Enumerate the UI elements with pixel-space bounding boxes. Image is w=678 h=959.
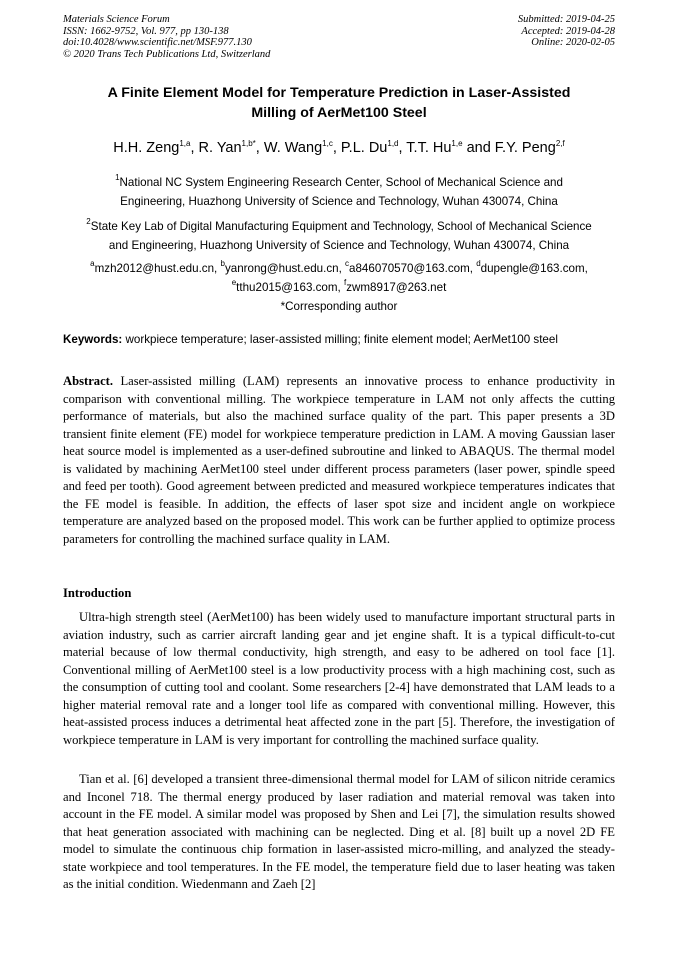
author: H.H. Zeng <box>113 140 180 156</box>
email-link[interactable]: dupengle@163.com, <box>480 262 588 275</box>
author-superscript: 1,b* <box>241 139 256 148</box>
online-date: Online: 2020-02-05 <box>531 37 615 48</box>
author: F.Y. Peng <box>494 140 556 156</box>
author-separator: , <box>190 140 199 156</box>
introduction-paragraph-1 <box>63 609 615 749</box>
email-superscript: a <box>90 259 95 268</box>
affiliation-superscript: 2 <box>86 217 91 226</box>
author-list <box>63 139 615 157</box>
paper-title <box>63 83 615 123</box>
author: T.T. Hu <box>406 140 452 156</box>
abstract-text: Laser-assisted milling (LAM) represents an innovative process to enhance productivity in comparison with conventional milling. The workpiece temperature in LAM not only affects the cutting performance of materials, but also the machined surface quality of the part. This paper presents a 3D transient finite element (FE) model for workpiece temperature prediction in LAM. A moving Gaussian laser heat source model is implemented as a user-defined subroutine and linked to ABAQUS. The thermal model is validated by machining AerMet100 steel under different process parameters (laser power, spindle speed and feed per tooth). Good agreement between predicted and measured workpiece temperatures indicates that the FE model is feasible. In addition, the effects of laser spot size and incident angle on workpiece temperature are analyzed based on the proposed model. This work can be further applied to optimize process parameters for controlling the machined surface quality in LAM. <box>63 374 615 546</box>
email-superscript: f <box>343 278 347 287</box>
title-line-1: A Finite Element Model for Temperature Prediction in Laser-Assisted <box>107 85 571 101</box>
affiliation-superscript: 1 <box>115 173 120 182</box>
introduction-paragraph-2 <box>63 771 615 894</box>
abstract <box>63 373 615 548</box>
paragraph-text: Ultra-high strength steel (AerMet100) has been widely used to manufacture important structural parts in aviation industry, such as carrier aircraft landing gear and jet engine shaft. It is a typical difficult-to-cut material because of low thermal conductivity, high strength, and easy to be adhered on tool face [1]. Conventional milling of AerMet100 steel is a low productivity process with a high machining cost, such as the consumption of cutting tool and coolant. Some researchers [2-4] have demonstrated that LAM leads to a higher material removal rate and a longer tool life as compared with conventional milling. However, this heat-assisted process induces a detrimental heat affected zone in the part [5]. Therefore, the investigation of workpiece temperature in LAM is very important for controlling the machined surface quality. <box>63 610 615 747</box>
keywords-text: workpiece temperature; laser-assisted milling; finite element model; AerMet100 steel <box>125 333 558 346</box>
journal-copyright: © 2020 Trans Tech Publications Ltd, Switzerland <box>63 48 271 60</box>
email-list <box>60 259 618 316</box>
email-superscript: e <box>231 278 237 287</box>
author-separator: , <box>398 140 407 156</box>
accepted-date: Accepted: 2019-04-28 <box>521 25 615 37</box>
email-superscript: c <box>345 259 350 268</box>
paragraph-text: Tian et al. [6] developed a transient three-dimensional thermal model for LAM of silicon nitride ceramics and Inconel 718. The thermal energy produced by laser radiation and material removal was taken into account in the FE model. A similar model was proposed by Shen and Lei [7], the simulation results showed that heat generation associated with machining can be neglected. Ding et al. [8] built up a novel 2D FE model to simulate the continuous chip formation in laser-assisted micro-milling, and analyzed the steady-state workpiece and tool temperatures. In the FE model, the temperature field due to laser heating was taken as the initial condition. Wiedenmann and Zaeh [2] <box>63 772 615 891</box>
email-link[interactable]: tthu2015@163.com, <box>236 281 341 294</box>
affiliation-1 <box>60 173 618 211</box>
journal-header-left <box>63 14 270 60</box>
title-line-2: Milling of AerMet100 Steel <box>251 105 427 121</box>
affiliation-2-line-1: State Key Lab of Digital Manufacturing Equipment and Technology, School of Mechanical Science <box>90 220 592 233</box>
keywords-label: Keywords: <box>63 333 123 346</box>
keywords <box>63 331 623 348</box>
author: R. Yan <box>198 140 242 156</box>
email-link[interactable]: a846070570@163.com, <box>349 262 473 275</box>
author-separator: , <box>255 140 264 156</box>
email-superscript: b <box>220 259 225 268</box>
author-superscript: 2,f <box>555 139 565 148</box>
affiliation-1-line-2: Engineering, Huazhong University of Science and Technology, Wuhan 430074, China <box>120 195 558 208</box>
journal-doi: doi:10.4028/www.scientific.net/MSF.977.130 <box>63 37 252 48</box>
author-superscript: 1,c <box>322 139 333 148</box>
affiliation-1-line-1: National NC System Engineering Research Center, School of Mechanical Science and <box>119 176 563 189</box>
affiliation-2 <box>60 217 618 255</box>
author-separator: and <box>462 140 495 156</box>
journal-issn: ISSN: 1662-9752, Vol. 977, pp 130-138 <box>63 25 229 37</box>
abstract-label: Abstract. <box>63 374 114 388</box>
email-link[interactable]: yanrong@hust.edu.cn, <box>224 262 342 275</box>
submitted-date: Submitted: 2019-04-25 <box>517 14 615 25</box>
author-superscript: 1,e <box>451 139 463 148</box>
author-superscript: 1,d <box>387 139 399 148</box>
journal-name: Materials Science Forum <box>63 14 170 25</box>
author: W. Wang <box>263 140 323 156</box>
journal-header-right <box>518 14 615 49</box>
author-superscript: 1,a <box>179 139 191 148</box>
corresponding-author-note: *Corresponding author <box>280 300 398 313</box>
email-superscript: d <box>476 259 481 268</box>
affiliation-2-line-2: and Engineering, Huazhong University of Science and Technology, Wuhan 430074, China <box>108 239 570 252</box>
section-heading-introduction: Introduction <box>63 586 132 600</box>
author-separator: , <box>332 140 341 156</box>
email-link[interactable]: mzh2012@hust.edu.cn, <box>94 262 218 275</box>
email-link[interactable]: zwm8917@263.net <box>346 281 447 294</box>
author: P.L. Du <box>340 140 388 156</box>
